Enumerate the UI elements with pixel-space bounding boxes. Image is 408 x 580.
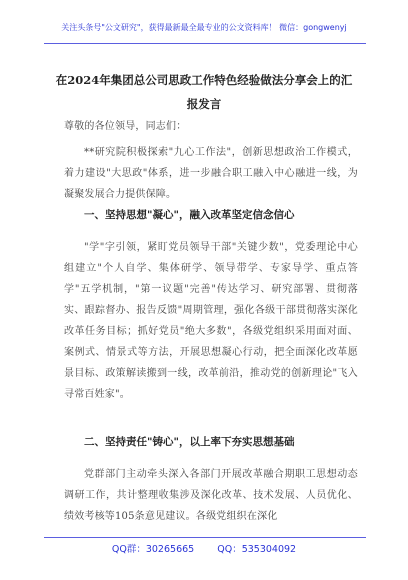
section-2-heading: 二、坚持责任"铸心"，以上率下夯实思想基础 (84, 436, 295, 448)
footer-qq-group: QQ群：30265665 (111, 544, 195, 555)
section-2-body: 党群部门主动牵头深入各部门开展改革融合期职工思想动态调研工作，共计整理收集涉及深化改革、技术发展、人员优化、绩效考核等105条意见建议。各级党组织在深化 (64, 469, 358, 522)
document-title: 在2024年集团总公司思政工作特色经验做法分享会上的汇报发言 (55, 73, 353, 111)
section-1-body: "学"字引领，紧盯党员领导干部"关键少数"，党委理论中心组建立"个人自学、集体研学、领导带学、专家导学、重点答学"五学机制，"第一议题"完善"传达学习、研究部署、贯彻落实、跟踪督办、报告反馈"周期管理，强化各级干部贯彻落实深化改革任务目标；抓好党员"绝大多数"，各级党组织采用面对面、案例式、情景式等方法，开展思想凝心行动，把全面深化改革愿景目标、政策解读搬到一线，改革前沿，推动党的创新理论"飞入寻常百姓家"。 (64, 242, 358, 400)
page-header-banner: 关注头条号"公文研究"，获得最新最全最专业的公文资料库！ 微信：gongwenyj (61, 23, 347, 32)
footer-divider (44, 537, 366, 538)
footer-qq-contact: QQ：535304092 (217, 544, 297, 555)
intro-paragraph: **研究院积极探索"九心工作法"，创新思想政治工作模式，着力建设"大思政"体系，进一步融合职工融入中心融进一线，为凝聚发展合力提供保障。 (64, 147, 358, 200)
header-divider (44, 43, 366, 44)
section-1-heading: 一、坚持思想"凝心"，融入改革坚定信念信心 (84, 209, 295, 221)
salutation: 尊敬的各位领导，同志们： (64, 121, 187, 132)
page-footer (0, 541, 408, 555)
